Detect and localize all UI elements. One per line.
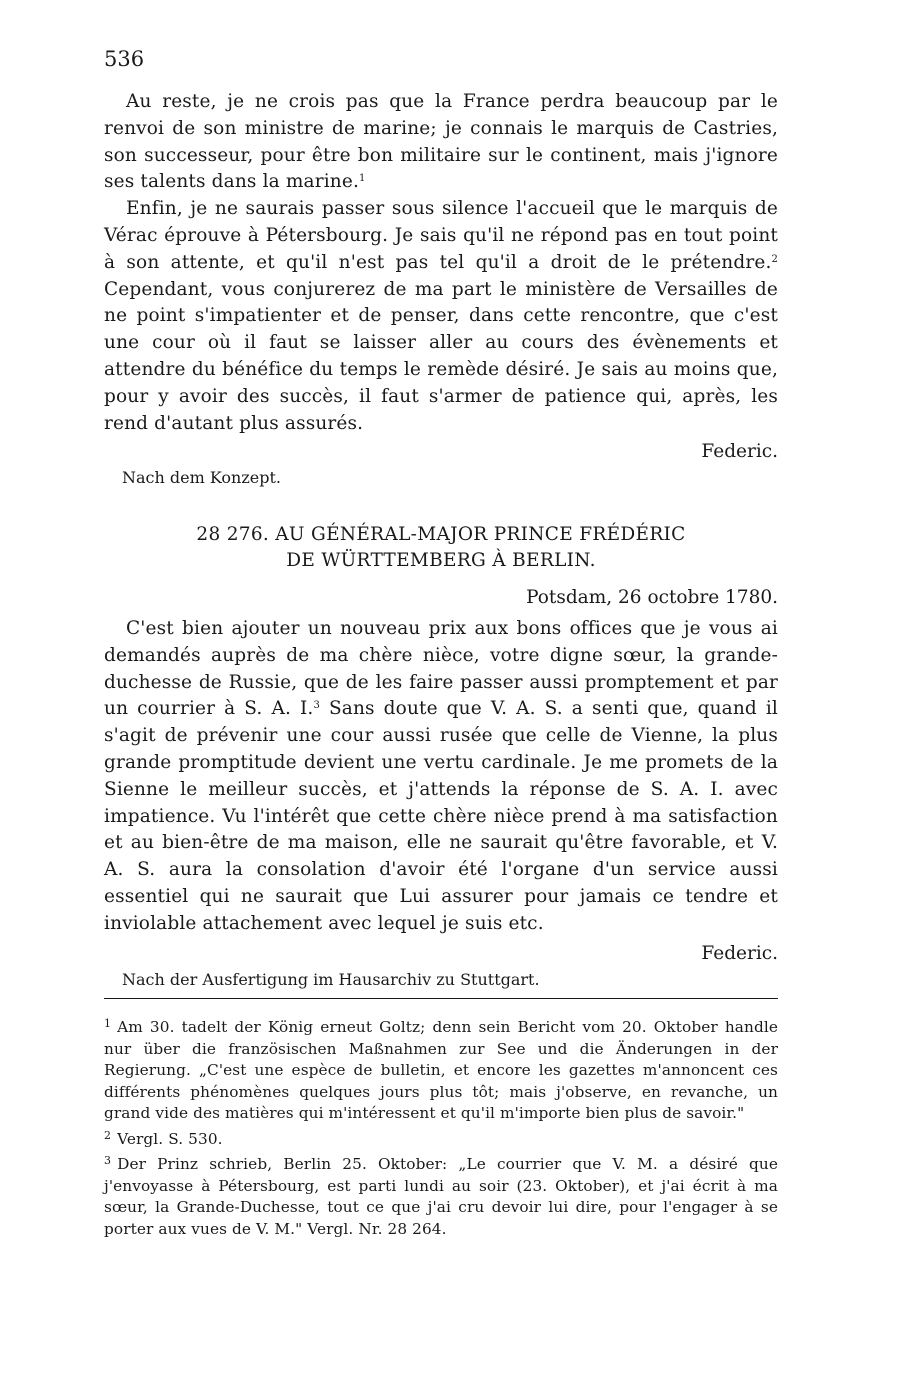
footnote-divider <box>104 998 778 999</box>
letter-body <box>104 616 778 938</box>
footnote-ref[interactable]: 1 <box>358 173 366 185</box>
letter-heading-line: 28 276. AU GÉNÉRAL-MAJOR PRINCE FRÉDÉRIC <box>196 524 686 545</box>
footnote: $^3$ Der Prinz schrieb, Berlin 25. Oktober: „Le courrier que V. M. a désiré que j'envoyasse à Pétersbourg, est parti lundi au soir (23. Oktober), et j'ai écrit à ma sœur, la Grande-Duchesse, tout ce que j'ai cru devoir lui dire, pour l'engager à se porter aux vues de V. M." Vergl. Nr. 28 264. <box>104 1154 778 1238</box>
footnote: $^2$ Vergl. S. 530. <box>104 1128 223 1148</box>
footnotes <box>104 1013 778 1240</box>
paragraph: Enfin, je ne saurais passer sous silence l'accueil que le marquis de Vérac éprouve à Pétersbourg. Je sais qu'il ne répond pas en tout point à son attente, et qu'il n'est pas tel qu'il a droit de le prétendre.$^2$ Cependant, vous conjurerez de ma part le ministère de Versailles de ne point s'impatienter et de penser, dans cette rencontre, que c'est une cour où il faut se laisser aller au cours des évènements et attendre du bénéfice du temps le remède désiré. Je sais au moins que, pour y avoir des succès, il faut s'armer de patience qui, après, les rend d'autant plus assurés. <box>104 198 778 434</box>
footnote-mark: 3 <box>104 1154 112 1167</box>
letter-heading-line: DE WÜRTTEMBERG À BERLIN. <box>286 550 596 571</box>
footnote-ref[interactable]: 3 <box>313 700 320 712</box>
footnote: $^1$ Am 30. tadelt der König erneut Goltz; denn sein Bericht vom 20. Oktober handle nur über die französischen Maßnahmen zur See und die Änderungen in der Regierung. „C'est une espèce de bulletin, et encore les gazettes m'annoncent ces différents phénomènes quelques jours plus tôt; mais j'observe, en revanche, un grand vide des matières qui m'intéressent et qu'il m'importe bien plus de savoir." <box>104 1017 778 1122</box>
letter-continuation <box>104 89 778 437</box>
dateline: Potsdam, 26 octobre 1780. <box>526 587 778 608</box>
signature: Federic. <box>701 943 778 964</box>
paragraph: C'est bien ajouter un nouveau prix aux bons offices que je vous ai demandés auprès de ma chère nièce, votre digne sœur, la grande-duchesse de Russie, que de les faire passer aussi promptement et par un courrier à S. A. I.$^3$ Sans doute que V. A. S. a senti que, quand il s'agit de prévenir une cour aussi rusée que celle de Vienne, la plus grande promptitude devient une vertu cardinale. Je me promets de la Sienne le meilleur succès, et j'attends la réponse de S. A. I. avec impatience. Vu l'intérêt que cette chère nièce prend à ma satisfaction et au bien-être de ma maison, elle ne saurait qu'être favorable, et V. A. S. aura la consolation d'avoir été l'organe d'un service aussi essentiel qui ne saurait que Lui assurer pour jamais ce tendre et inviolable attachement avec lequel je suis etc. <box>104 618 778 934</box>
page-number: 536 <box>104 47 145 71</box>
source-note: Nach der Ausfertigung im Hausarchiv zu Stuttgart. <box>122 970 540 989</box>
paragraph: Au reste, je ne crois pas que la France perdra beaucoup par le renvoi de son ministre de marine; je connais le marquis de Castries, son successeur, pour être bon militaire sur le continent, mais j'ignore ses talents dans la marine.$^1$ <box>104 91 778 193</box>
letter-heading <box>104 522 778 574</box>
footnote-mark: 2 <box>104 1128 112 1142</box>
source-note: Nach dem Konzept. <box>122 468 281 487</box>
signature: Federic. <box>701 441 778 462</box>
footnote-ref[interactable]: 2 <box>771 253 778 265</box>
footnote-mark: 1 <box>104 1017 112 1030</box>
